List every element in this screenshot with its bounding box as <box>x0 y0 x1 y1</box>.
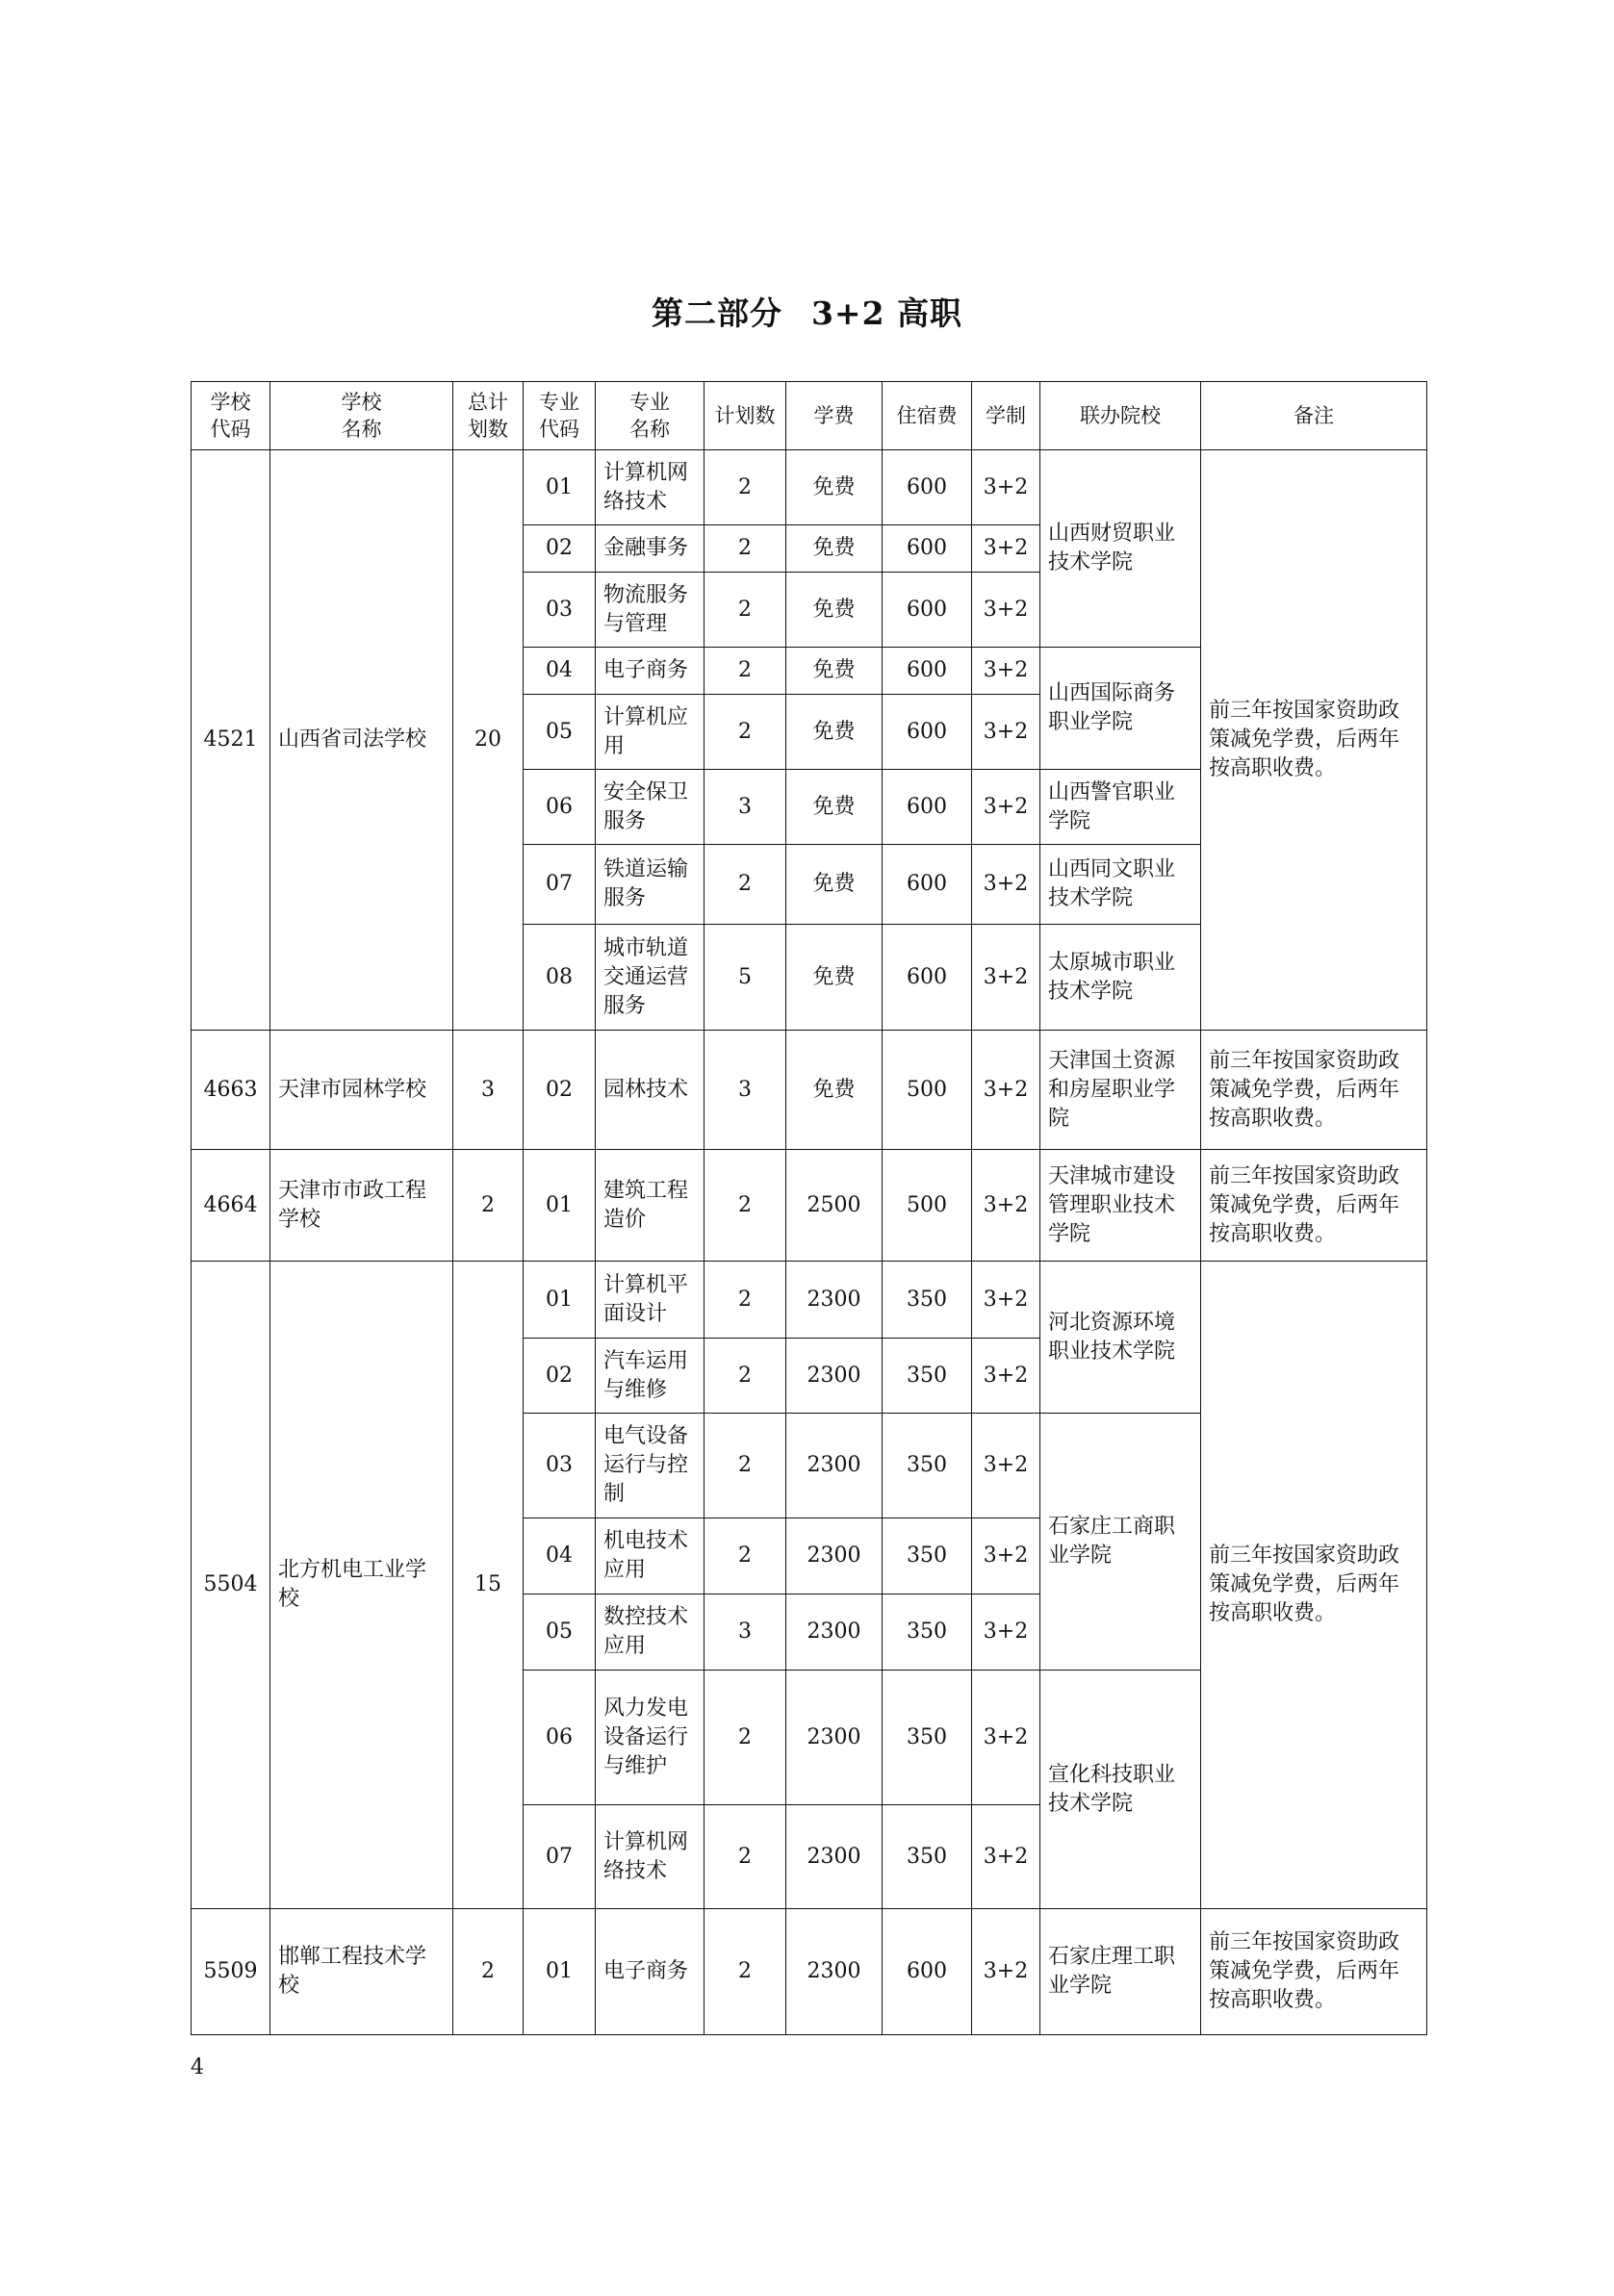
duration: 3+2 <box>972 450 1040 525</box>
school-code: 4521 <box>192 450 270 1031</box>
table-row <box>192 1031 1427 1150</box>
major-code: 07 <box>524 1805 596 1909</box>
table-row <box>192 1150 1427 1262</box>
duration: 3+2 <box>972 1339 1040 1414</box>
tuition: 免费 <box>786 525 883 573</box>
tuition: 免费 <box>786 450 883 525</box>
major-code: 06 <box>524 770 596 845</box>
major-code: 08 <box>524 925 596 1031</box>
lodging: 500 <box>883 1150 972 1262</box>
major-name: 安全保卫服务 <box>596 770 705 845</box>
duration: 3+2 <box>972 770 1040 845</box>
lodging: 350 <box>883 1339 972 1414</box>
header-major-name: 专业 名称 <box>596 382 705 450</box>
school-name: 天津市园林学校 <box>270 1031 453 1150</box>
duration: 3+2 <box>972 1671 1040 1805</box>
lodging: 600 <box>883 573 972 648</box>
school-total: 15 <box>453 1262 524 1909</box>
plan-count: 3 <box>705 1594 786 1671</box>
major-name: 金融事务 <box>596 525 705 573</box>
plan-count: 3 <box>705 1031 786 1150</box>
school-total: 2 <box>453 1909 524 2035</box>
tuition: 免费 <box>786 1031 883 1150</box>
school-total: 2 <box>453 1150 524 1262</box>
major-code: 03 <box>524 573 596 648</box>
duration: 3+2 <box>972 1909 1040 2035</box>
duration: 3+2 <box>972 695 1040 770</box>
page-number: 4 <box>191 2055 204 2079</box>
duration: 3+2 <box>972 1805 1040 1909</box>
plan-count: 2 <box>705 1909 786 2035</box>
major-code: 05 <box>524 695 596 770</box>
plan-count: 2 <box>705 1414 786 1518</box>
partner-college: 山西警官职业学院 <box>1040 770 1201 845</box>
school-name: 山西省司法学校 <box>270 450 453 1031</box>
duration: 3+2 <box>972 1594 1040 1671</box>
major-name: 机电技术应用 <box>596 1518 705 1594</box>
school-code: 4664 <box>192 1150 270 1262</box>
major-code: 05 <box>524 1594 596 1671</box>
partner-college: 石家庄理工职业学院 <box>1040 1909 1201 2035</box>
school-total: 3 <box>453 1031 524 1150</box>
plan-count: 2 <box>705 695 786 770</box>
major-code: 01 <box>524 1909 596 2035</box>
plan-count: 2 <box>705 1339 786 1414</box>
lodging: 350 <box>883 1671 972 1805</box>
duration: 3+2 <box>972 925 1040 1031</box>
plan-count: 2 <box>705 573 786 648</box>
duration: 3+2 <box>972 1150 1040 1262</box>
lodging: 600 <box>883 450 972 525</box>
major-name: 电气设备运行与控制 <box>596 1414 705 1518</box>
tuition: 2300 <box>786 1518 883 1594</box>
tuition: 2500 <box>786 1150 883 1262</box>
plan-count: 3 <box>705 770 786 845</box>
school-total: 20 <box>453 450 524 1031</box>
school-name: 天津市市政工程学校 <box>270 1150 453 1262</box>
major-name: 园林技术 <box>596 1031 705 1150</box>
lodging: 600 <box>883 648 972 695</box>
school-name: 邯郸工程技术学校 <box>270 1909 453 2035</box>
duration: 3+2 <box>972 525 1040 573</box>
lodging: 600 <box>883 695 972 770</box>
duration: 3+2 <box>972 1262 1040 1339</box>
plan-count: 2 <box>705 648 786 695</box>
remarks: 前三年按国家资助政策减免学费，后两年按高职收费。 <box>1201 1031 1427 1150</box>
school-code: 5504 <box>192 1262 270 1909</box>
duration: 3+2 <box>972 845 1040 925</box>
plan-count: 2 <box>705 1150 786 1262</box>
tuition: 免费 <box>786 695 883 770</box>
header-row <box>192 382 1427 450</box>
major-code: 06 <box>524 1671 596 1805</box>
partner-college: 石家庄工商职业学院 <box>1040 1414 1201 1671</box>
remarks: 前三年按国家资助政策减免学费，后两年按高职收费。 <box>1201 450 1427 1031</box>
lodging: 600 <box>883 770 972 845</box>
tuition: 免费 <box>786 573 883 648</box>
table-row <box>192 1262 1427 1339</box>
school-code: 5509 <box>192 1909 270 2035</box>
header-partner: 联办院校 <box>1040 382 1201 450</box>
header-school-name: 学校 名称 <box>270 382 453 450</box>
lodging: 600 <box>883 845 972 925</box>
partner-college: 天津城市建设管理职业技术学院 <box>1040 1150 1201 1262</box>
major-name: 汽车运用与维修 <box>596 1339 705 1414</box>
lodging: 350 <box>883 1805 972 1909</box>
major-name: 计算机应用 <box>596 695 705 770</box>
lodging: 350 <box>883 1594 972 1671</box>
tuition: 2300 <box>786 1671 883 1805</box>
major-name: 电子商务 <box>596 648 705 695</box>
remarks: 前三年按国家资助政策减免学费，后两年按高职收费。 <box>1201 1909 1427 2035</box>
duration: 3+2 <box>972 1518 1040 1594</box>
header-duration: 学制 <box>972 382 1040 450</box>
header-school-code: 学校 代码 <box>192 382 270 450</box>
major-code: 01 <box>524 1150 596 1262</box>
tuition: 免费 <box>786 770 883 845</box>
major-code: 04 <box>524 648 596 695</box>
duration: 3+2 <box>972 1031 1040 1150</box>
remarks: 前三年按国家资助政策减免学费，后两年按高职收费。 <box>1201 1262 1427 1909</box>
lodging: 500 <box>883 1031 972 1150</box>
lodging: 600 <box>883 525 972 573</box>
major-code: 02 <box>524 1339 596 1414</box>
major-code: 02 <box>524 1031 596 1150</box>
major-code: 07 <box>524 845 596 925</box>
major-code: 04 <box>524 1518 596 1594</box>
school-code: 4663 <box>192 1031 270 1150</box>
major-code: 02 <box>524 525 596 573</box>
lodging: 350 <box>883 1414 972 1518</box>
plan-count: 2 <box>705 845 786 925</box>
duration: 3+2 <box>972 1414 1040 1518</box>
table-row <box>192 450 1427 525</box>
partner-college: 山西国际商务职业学院 <box>1040 648 1201 770</box>
enrollment-table <box>191 381 1427 2035</box>
tuition: 2300 <box>786 1262 883 1339</box>
school-name: 北方机电工业学校 <box>270 1262 453 1909</box>
major-name: 风力发电设备运行与维护 <box>596 1671 705 1805</box>
header-total-plan: 总计 划数 <box>453 382 524 450</box>
header-tuition: 学费 <box>786 382 883 450</box>
partner-college: 太原城市职业技术学院 <box>1040 925 1201 1031</box>
major-name: 物流服务与管理 <box>596 573 705 648</box>
tuition: 免费 <box>786 925 883 1031</box>
plan-count: 2 <box>705 1671 786 1805</box>
plan-count: 2 <box>705 525 786 573</box>
major-code: 01 <box>524 450 596 525</box>
page-title: 第二部分 3+2 高职 <box>651 294 963 332</box>
lodging: 350 <box>883 1518 972 1594</box>
lodging: 350 <box>883 1262 972 1339</box>
major-name: 计算机网络技术 <box>596 450 705 525</box>
major-code: 03 <box>524 1414 596 1518</box>
plan-count: 5 <box>705 925 786 1031</box>
partner-college: 天津国土资源和房屋职业学院 <box>1040 1031 1201 1150</box>
table-row <box>192 1909 1427 2035</box>
tuition: 2300 <box>786 1594 883 1671</box>
duration: 3+2 <box>972 648 1040 695</box>
major-name: 城市轨道交通运营服务 <box>596 925 705 1031</box>
major-name: 数控技术应用 <box>596 1594 705 1671</box>
duration: 3+2 <box>972 573 1040 648</box>
header-plan-count: 计划数 <box>705 382 786 450</box>
plan-count: 2 <box>705 1805 786 1909</box>
header-remarks: 备注 <box>1201 382 1427 450</box>
major-name: 建筑工程造价 <box>596 1150 705 1262</box>
lodging: 600 <box>883 1909 972 2035</box>
plan-count: 2 <box>705 1262 786 1339</box>
tuition: 2300 <box>786 1339 883 1414</box>
major-name: 计算机网络技术 <box>596 1805 705 1909</box>
major-code: 01 <box>524 1262 596 1339</box>
major-name: 铁道运输服务 <box>596 845 705 925</box>
header-major-code: 专业 代码 <box>524 382 596 450</box>
major-name: 计算机平面设计 <box>596 1262 705 1339</box>
partner-college: 山西同文职业技术学院 <box>1040 845 1201 925</box>
partner-college: 山西财贸职业技术学院 <box>1040 450 1201 648</box>
plan-count: 2 <box>705 1518 786 1594</box>
tuition: 2300 <box>786 1805 883 1909</box>
tuition: 2300 <box>786 1414 883 1518</box>
remarks: 前三年按国家资助政策减免学费，后两年按高职收费。 <box>1201 1150 1427 1262</box>
tuition: 免费 <box>786 845 883 925</box>
major-name: 电子商务 <box>596 1909 705 2035</box>
tuition: 2300 <box>786 1909 883 2035</box>
lodging: 600 <box>883 925 972 1031</box>
partner-college: 河北资源环境职业技术学院 <box>1040 1262 1201 1414</box>
tuition: 免费 <box>786 648 883 695</box>
plan-count: 2 <box>705 450 786 525</box>
partner-college: 宣化科技职业技术学院 <box>1040 1671 1201 1909</box>
header-lodging: 住宿费 <box>883 382 972 450</box>
